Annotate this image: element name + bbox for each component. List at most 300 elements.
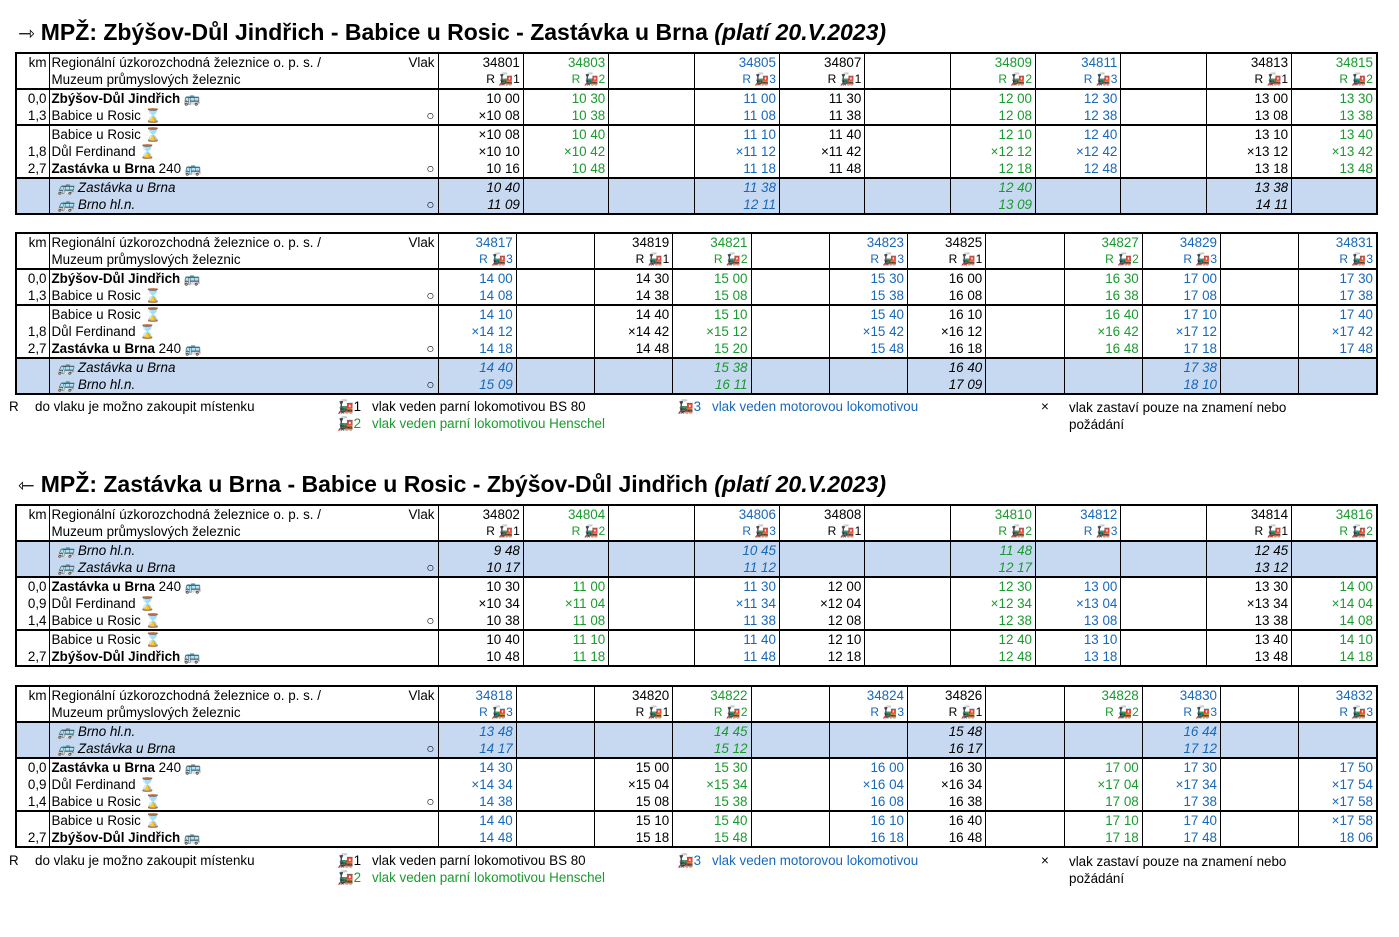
- km-cell: [16, 376, 49, 394]
- train-type-icon: R 🚂1: [827, 524, 862, 538]
- km-cell: 0,0: [16, 269, 49, 287]
- time-cell: [609, 125, 694, 143]
- time-cell: 11 00: [694, 89, 779, 107]
- train-number: 34811: [1081, 55, 1118, 70]
- train-header: [865, 505, 950, 541]
- time-cell: ×14 04: [1292, 595, 1377, 612]
- time-cell: [1221, 740, 1299, 758]
- train-type-icon: R 🚂1: [1254, 524, 1289, 538]
- train-header: [1206, 505, 1291, 541]
- time-cell: [865, 612, 950, 630]
- time-cell: ×17 54: [1299, 776, 1377, 793]
- train-label: Vlak: [408, 235, 435, 250]
- train-type-icon: R 🚂1: [635, 252, 670, 266]
- time-cell: 12 18: [779, 648, 864, 666]
- km-header-label: km: [28, 55, 47, 70]
- km-cell: [16, 630, 49, 648]
- request-stop-mark: [395, 269, 438, 287]
- time-cell: 13 40: [1292, 125, 1377, 143]
- train-number: 34828: [1101, 688, 1139, 703]
- train-type-icon: R 🚂3: [1083, 524, 1118, 538]
- km-cell: [16, 722, 49, 740]
- table-row: [16, 559, 1377, 577]
- time-cell: [1221, 811, 1299, 829]
- time-cell: [865, 143, 950, 160]
- table-row: [16, 740, 1377, 758]
- train-header: [1121, 505, 1206, 541]
- time-cell: 13 08: [1036, 612, 1121, 630]
- time-cell: [1121, 160, 1206, 178]
- station-cell: [49, 722, 395, 740]
- request-stop-mark: ○: [395, 376, 438, 394]
- time-cell: [609, 541, 694, 559]
- legend-steam-bs80-text: vlak veden parní lokomotivou BS 80: [372, 399, 586, 414]
- time-cell: 13 38: [1292, 107, 1377, 125]
- time-cell: [865, 89, 950, 107]
- time-cell: 16 18: [908, 340, 986, 358]
- km-header: [16, 505, 49, 541]
- time-cell: ×15 34: [673, 776, 751, 793]
- train-number: 34821: [710, 235, 748, 250]
- time-cell: [829, 376, 907, 394]
- station-cell: [49, 143, 395, 160]
- time-cell: [865, 630, 950, 648]
- time-cell: 15 00: [673, 269, 751, 287]
- station-name: Zbýšov-Důl Jindřich 🚌: [51, 91, 201, 106]
- time-cell: 15 08: [673, 287, 751, 305]
- time-cell: 15 38: [673, 358, 751, 376]
- time-cell: 12 30: [950, 577, 1035, 595]
- time-cell: ×14 34: [438, 776, 516, 793]
- time-cell: 16 08: [829, 793, 907, 811]
- table-row: [16, 793, 1377, 811]
- time-cell: [609, 595, 694, 612]
- time-cell: [1121, 143, 1206, 160]
- train-type-icon: R 🚂1: [486, 524, 520, 538]
- legend-steam-henschel-icon: 🚂2: [337, 416, 362, 431]
- station-cell: [49, 648, 395, 666]
- train-header: [986, 686, 1064, 722]
- museum-name: Muzeum průmyslových železnic: [51, 705, 241, 720]
- time-cell: [751, 793, 829, 811]
- legend-steam-bs80-icon: 🚂1: [337, 399, 362, 414]
- table-row: [16, 160, 1377, 178]
- train-header: [779, 53, 864, 89]
- train-number: 34818: [475, 688, 513, 703]
- station-name: Důl Ferdinand ⌛: [51, 144, 157, 159]
- time-cell: 13 10: [1206, 125, 1291, 143]
- time-cell: 15 30: [673, 758, 751, 776]
- train-number: 34816: [1335, 507, 1373, 522]
- time-cell: [1221, 829, 1299, 847]
- time-cell: 13 38: [1206, 178, 1291, 196]
- time-cell: 14 18: [438, 340, 516, 358]
- time-cell: ×16 34: [908, 776, 986, 793]
- museum-name: Muzeum průmyslových železnic: [51, 524, 241, 539]
- time-cell: 14 40: [595, 305, 673, 323]
- time-cell: [595, 358, 673, 376]
- time-cell: 11 00: [523, 577, 608, 595]
- time-cell: [516, 340, 594, 358]
- table-row: [16, 612, 1377, 630]
- time-cell: [1121, 559, 1206, 577]
- time-cell: ×16 12: [908, 323, 986, 340]
- time-cell: [1036, 541, 1121, 559]
- time-cell: [1064, 376, 1142, 394]
- time-cell: 17 00: [1142, 269, 1220, 287]
- time-cell: 11 10: [694, 125, 779, 143]
- km-cell: [16, 740, 49, 758]
- train-header: [1064, 686, 1142, 722]
- station-name: Důl Ferdinand ⌛: [51, 596, 157, 611]
- time-cell: [1121, 107, 1206, 125]
- time-cell: 10 30: [523, 89, 608, 107]
- time-cell: ×10 08: [438, 125, 523, 143]
- time-cell: ×14 12: [438, 323, 516, 340]
- time-cell: 14 48: [438, 829, 516, 847]
- table-row: [16, 143, 1377, 160]
- train-header: [751, 686, 829, 722]
- legend-x-key: ×: [1041, 399, 1049, 414]
- train-number: 34802: [482, 507, 520, 522]
- time-cell: [595, 740, 673, 758]
- legend-diesel-text: vlak veden motorovou lokomotivou: [712, 853, 919, 868]
- museum-name: Muzeum průmyslových železnic: [51, 72, 241, 87]
- train-header: [438, 686, 516, 722]
- time-cell: 13 08: [1206, 107, 1291, 125]
- time-cell: 17 09: [908, 376, 986, 394]
- time-cell: 17 40: [1142, 811, 1220, 829]
- train-number: 34820: [632, 688, 670, 703]
- time-cell: 12 48: [1036, 160, 1121, 178]
- time-cell: [1121, 612, 1206, 630]
- train-header: [1299, 233, 1377, 269]
- request-stop-mark: [395, 143, 438, 160]
- time-cell: ×16 04: [829, 776, 907, 793]
- legend-x-text: vlak zastaví pouze na znamení nebo požádání: [1069, 400, 1287, 432]
- time-cell: 14 10: [1292, 630, 1377, 648]
- time-cell: [986, 811, 1064, 829]
- time-cell: [1292, 559, 1377, 577]
- train-header: [779, 505, 864, 541]
- train-type-icon: R 🚂2: [571, 524, 606, 538]
- time-cell: ×15 42: [829, 323, 907, 340]
- train-number: 34826: [945, 688, 983, 703]
- time-cell: 17 48: [1142, 829, 1220, 847]
- time-cell: [751, 376, 829, 394]
- table-row: [16, 196, 1377, 214]
- time-cell: 12 08: [950, 107, 1035, 125]
- time-cell: 11 08: [523, 612, 608, 630]
- time-cell: [751, 758, 829, 776]
- train-number: 34825: [945, 235, 983, 250]
- train-type-icon: R 🚂3: [1339, 705, 1373, 719]
- legend-r-key: R: [9, 853, 19, 868]
- time-cell: 10 38: [523, 107, 608, 125]
- time-cell: 11 38: [694, 612, 779, 630]
- time-cell: 15 30: [829, 269, 907, 287]
- request-stop-mark: ○: [426, 341, 435, 356]
- time-cell: ×10 08: [438, 107, 523, 125]
- time-cell: 16 00: [829, 758, 907, 776]
- time-cell: 13 40: [1206, 630, 1291, 648]
- time-cell: 17 10: [1064, 811, 1142, 829]
- train-number: 34830: [1179, 688, 1217, 703]
- time-cell: [986, 376, 1064, 394]
- station-name: Zastávka u Brna: [51, 579, 155, 594]
- train-type-icon: R 🚂3: [1339, 252, 1373, 266]
- time-cell: 11 40: [779, 125, 864, 143]
- station-name: Zbýšov-Důl Jindřich 🚌: [51, 649, 201, 664]
- time-cell: 13 48: [438, 722, 516, 740]
- km-cell: 2,7: [27, 830, 47, 845]
- station-name: Zbýšov-Důl Jindřich 🚌: [51, 271, 201, 286]
- time-cell: ×13 04: [1036, 595, 1121, 612]
- time-cell: [751, 323, 829, 340]
- time-cell: 12 40: [950, 630, 1035, 648]
- train-type-icon: R 🚂3: [1183, 705, 1217, 719]
- legend-steam-henschel-text: vlak veden parní lokomotivou Henschel: [372, 416, 605, 431]
- time-cell: [1121, 178, 1206, 196]
- time-cell: 11 10: [523, 630, 608, 648]
- station-cell: [49, 305, 395, 323]
- time-cell: 12 11: [694, 196, 779, 214]
- train-header: [609, 505, 694, 541]
- time-cell: 12 38: [950, 612, 1035, 630]
- station-cell: [49, 107, 395, 125]
- time-cell: ×12 04: [779, 595, 864, 612]
- time-cell: [516, 829, 594, 847]
- station-name: Důl Ferdinand ⌛: [51, 777, 157, 792]
- time-cell: 14 30: [595, 269, 673, 287]
- time-cell: 12 10: [779, 630, 864, 648]
- request-stop-mark: [395, 758, 438, 776]
- train-number: 34827: [1101, 235, 1139, 250]
- table-row: [16, 287, 1377, 305]
- time-cell: 16 38: [1064, 287, 1142, 305]
- train-number: 34824: [866, 688, 904, 703]
- train-number: 34812: [1080, 507, 1118, 522]
- table-row: [16, 630, 1377, 648]
- time-cell: 9 48: [438, 541, 523, 559]
- train-header: [516, 686, 594, 722]
- km-cell: 1,3: [27, 108, 47, 123]
- train-number: 34801: [482, 55, 520, 70]
- km-cell: 1,3: [27, 288, 47, 303]
- train-type-icon: R 🚂3: [742, 72, 776, 86]
- time-cell: 10 48: [523, 160, 608, 178]
- train-type-icon: R 🚂2: [998, 524, 1033, 538]
- time-cell: 14 38: [438, 793, 516, 811]
- time-cell: 17 30: [1142, 758, 1220, 776]
- km-cell: 1,4: [27, 794, 47, 809]
- time-cell: 15 38: [829, 287, 907, 305]
- time-cell: 13 30: [1292, 89, 1377, 107]
- time-cell: 11 08: [694, 107, 779, 125]
- km-cell: [16, 305, 49, 323]
- timetable-return-2: [15, 685, 1378, 848]
- table-row: [16, 648, 1377, 666]
- time-cell: ×13 12: [1206, 143, 1291, 160]
- station-name: Zastávka u Brna: [51, 341, 155, 356]
- time-cell: [829, 740, 907, 758]
- time-cell: [516, 376, 594, 394]
- timetable-return-1: [15, 504, 1378, 667]
- time-cell: 16 10: [829, 811, 907, 829]
- time-cell: [751, 305, 829, 323]
- time-cell: 10 17: [438, 559, 523, 577]
- request-stop-mark: ○: [395, 196, 438, 214]
- time-cell: 15 18: [595, 829, 673, 847]
- station-name: Babice u Rosic ⌛: [51, 794, 162, 809]
- request-stop-mark: ○: [426, 288, 435, 303]
- time-cell: 10 45: [694, 541, 779, 559]
- time-cell: ×11 34: [694, 595, 779, 612]
- time-cell: [1299, 740, 1377, 758]
- time-cell: [1292, 196, 1377, 214]
- time-cell: ×16 42: [1064, 323, 1142, 340]
- time-cell: [609, 612, 694, 630]
- station-suffix: 240 🚌: [154, 579, 202, 594]
- table-row: [16, 541, 1377, 559]
- station-cell: [49, 829, 395, 847]
- time-cell: [865, 178, 950, 196]
- time-cell: [779, 178, 864, 196]
- time-cell: 14 48: [595, 340, 673, 358]
- time-cell: 15 08: [595, 793, 673, 811]
- station-cell: [49, 541, 395, 559]
- time-cell: [1292, 178, 1377, 196]
- time-cell: ×12 42: [1036, 143, 1121, 160]
- train-header: [438, 233, 516, 269]
- time-cell: [1221, 287, 1299, 305]
- km-cell: 0,9: [27, 596, 47, 611]
- time-cell: 11 38: [694, 178, 779, 196]
- table-row: [16, 595, 1377, 612]
- time-cell: 14 08: [438, 287, 516, 305]
- station-name: Zastávka u Brna: [51, 161, 155, 176]
- train-number: 34823: [866, 235, 904, 250]
- time-cell: 16 11: [673, 376, 751, 394]
- time-cell: [1121, 577, 1206, 595]
- request-stop-mark: [395, 811, 438, 829]
- time-cell: [1064, 740, 1142, 758]
- time-cell: [595, 722, 673, 740]
- time-cell: [986, 287, 1064, 305]
- request-stop-mark: [395, 323, 438, 340]
- station-name: Babice u Rosic ⌛: [51, 307, 162, 322]
- time-cell: 14 45: [673, 722, 751, 740]
- train-type-icon: R 🚂2: [998, 72, 1033, 86]
- time-cell: 17 08: [1142, 287, 1220, 305]
- train-type-icon: R 🚂1: [948, 705, 983, 719]
- table-row: [16, 89, 1377, 107]
- time-cell: 13 10: [1036, 630, 1121, 648]
- time-cell: [609, 648, 694, 666]
- station-cell: [49, 160, 395, 178]
- station-name: 🚌 Brno hl.n.: [57, 543, 136, 558]
- time-cell: [1064, 722, 1142, 740]
- time-cell: [516, 269, 594, 287]
- time-cell: 10 48: [438, 648, 523, 666]
- table-row: [16, 125, 1377, 143]
- time-cell: 17 38: [1142, 793, 1220, 811]
- time-cell: 13 48: [1206, 648, 1291, 666]
- time-cell: 13 09: [950, 196, 1035, 214]
- train-number: 34805: [738, 55, 776, 70]
- station-name: 🚌 Brno hl.n.: [57, 724, 136, 739]
- station-name: Důl Ferdinand ⌛: [51, 324, 157, 339]
- legend-steam-henschel-icon: 🚂2: [337, 870, 362, 885]
- time-cell: 15 48: [829, 340, 907, 358]
- train-type-icon: R 🚂2: [1339, 524, 1373, 538]
- time-cell: 12 40: [1036, 125, 1121, 143]
- train-header: [1036, 53, 1121, 89]
- time-cell: 17 30: [1299, 269, 1377, 287]
- train-number: 34814: [1250, 507, 1289, 522]
- time-cell: ×11 42: [779, 143, 864, 160]
- time-cell: 14 11: [1206, 196, 1291, 214]
- time-cell: ×17 12: [1142, 323, 1220, 340]
- time-cell: [523, 196, 608, 214]
- train-type-icon: R 🚂3: [870, 252, 904, 266]
- time-cell: 16 08: [908, 287, 986, 305]
- train-header: [438, 505, 523, 541]
- time-cell: [523, 541, 608, 559]
- time-cell: 15 10: [673, 305, 751, 323]
- time-cell: ×10 34: [438, 595, 523, 612]
- station-cell: [49, 89, 395, 107]
- request-stop-mark: [395, 178, 438, 196]
- time-cell: [1221, 269, 1299, 287]
- time-cell: [609, 577, 694, 595]
- time-cell: ×10 42: [523, 143, 608, 160]
- train-header: [986, 233, 1064, 269]
- request-stop-mark: [395, 776, 438, 793]
- time-cell: [865, 107, 950, 125]
- time-cell: [516, 305, 594, 323]
- station-cell: [49, 376, 395, 394]
- time-cell: 11 40: [694, 630, 779, 648]
- time-cell: [751, 269, 829, 287]
- time-cell: [865, 125, 950, 143]
- time-cell: 18 06: [1299, 829, 1377, 847]
- time-cell: 18 10: [1142, 376, 1220, 394]
- train-header: [950, 53, 1035, 89]
- time-cell: [986, 722, 1064, 740]
- time-cell: [751, 811, 829, 829]
- timetable-outbound-1: [15, 52, 1378, 215]
- time-cell: 16 17: [908, 740, 986, 758]
- time-cell: 16 48: [908, 829, 986, 847]
- time-cell: 15 12: [673, 740, 751, 758]
- km-header-label: km: [28, 235, 47, 250]
- km-header-label: km: [28, 507, 47, 522]
- time-cell: 13 18: [1036, 648, 1121, 666]
- table-row: [16, 269, 1377, 287]
- time-cell: [986, 740, 1064, 758]
- table-row: [16, 758, 1377, 776]
- km-cell: [16, 178, 49, 196]
- train-header: [950, 505, 1035, 541]
- train-type-icon: R 🚂1: [635, 705, 670, 719]
- table-row: [16, 178, 1377, 196]
- train-type-icon: R 🚂3: [1183, 252, 1217, 266]
- time-cell: [516, 740, 594, 758]
- train-label: Vlak: [408, 507, 435, 522]
- station-cell: [49, 776, 395, 793]
- station-name: Babice u Rosic ⌛: [51, 613, 162, 628]
